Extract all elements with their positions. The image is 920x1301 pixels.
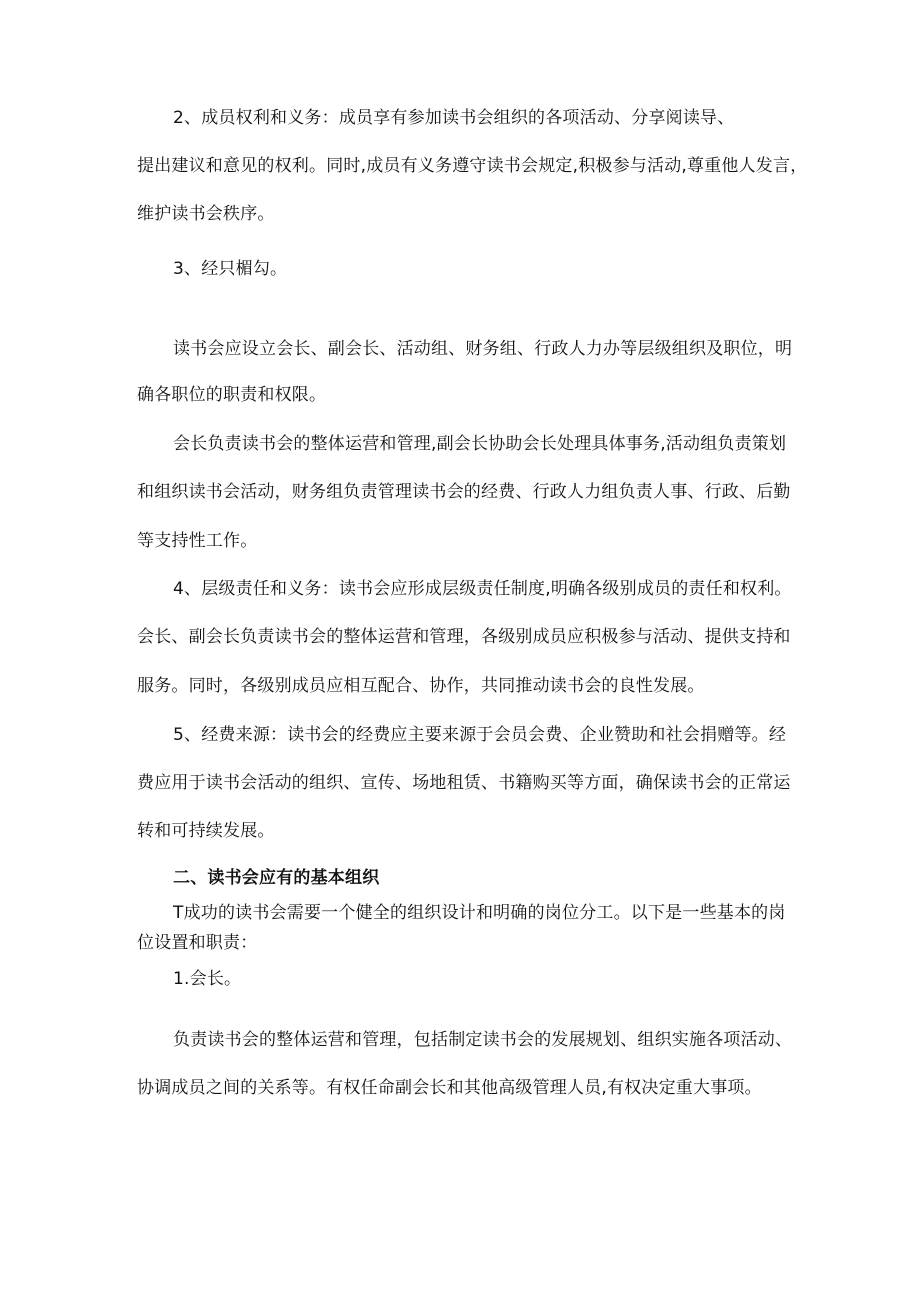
- paragraph-line: 3、经只楣勾。: [173, 259, 288, 279]
- paragraph-line: 会长负责读书会的整体运营和管理,副会长协助会长处理具体事务,活动组负责策划: [173, 434, 787, 454]
- paragraph-line: 和组织读书会活动，财务组负责管理读书会的经费、行政人力组负责人事、行政、后勤: [137, 482, 791, 502]
- paragraph-line: 4、层级责任和义务：读书会应形成层级责任制度,明确各级别成员的责任和权利。: [173, 579, 792, 599]
- paragraph-line: 读书会应设立会长、副会长、活动组、财务组、行政人力办等层级组织及职位，明: [173, 339, 793, 359]
- paragraph-line: 位设置和职责：: [137, 933, 258, 953]
- paragraph-line: 会长、副会长负责读书会的整体运营和管理，各级别成员应积极参与活动、提供支持和: [137, 627, 791, 647]
- paragraph-line: 2、成员权利和义务：成员享有参加读书会组织的各项活动、分享阅读导、: [173, 108, 735, 128]
- paragraph-line: T成功的读书会需要一个健全的组织设计和明确的岗位分工。以下是一些基本的岗: [173, 903, 786, 923]
- paragraph-line: 提出建议和意见的权利。同时,成员有义务遵守读书会规定,积极参与活动,尊重他人发言，: [137, 156, 808, 176]
- section-heading: 二、读书会应有的基本组织: [173, 868, 380, 888]
- paragraph-line: 协调成员之间的关系等。有权任命副会长和其他高级管理人员,有权决定重大事项。: [137, 1078, 762, 1098]
- paragraph-line: 等支持性工作。: [137, 531, 258, 551]
- paragraph-line: 服务。同时，各级别成员应相互配合、协作，共同推动读书会的良性发展。: [137, 676, 705, 696]
- paragraph-line: 1.会长。: [173, 969, 242, 989]
- paragraph-line: 费应用于读书会活动的组织、宣传、场地租赁、书籍购买等方面，确保读书会的正常运: [137, 773, 791, 793]
- paragraph-line: 负责读书会的整体运营和管理，包括制定读书会的发展规划、组织实施各项活动、: [173, 1030, 793, 1050]
- paragraph-line: 转和可持续发展。: [137, 821, 275, 841]
- paragraph-line: 维护读书会秩序。: [137, 204, 275, 224]
- paragraph-line: 确各职位的职责和权限。: [137, 385, 327, 405]
- paragraph-line: 5、经费来源：读书会的经费应主要来源于会员会费、企业赞助和社会捐赠等。经: [173, 725, 787, 745]
